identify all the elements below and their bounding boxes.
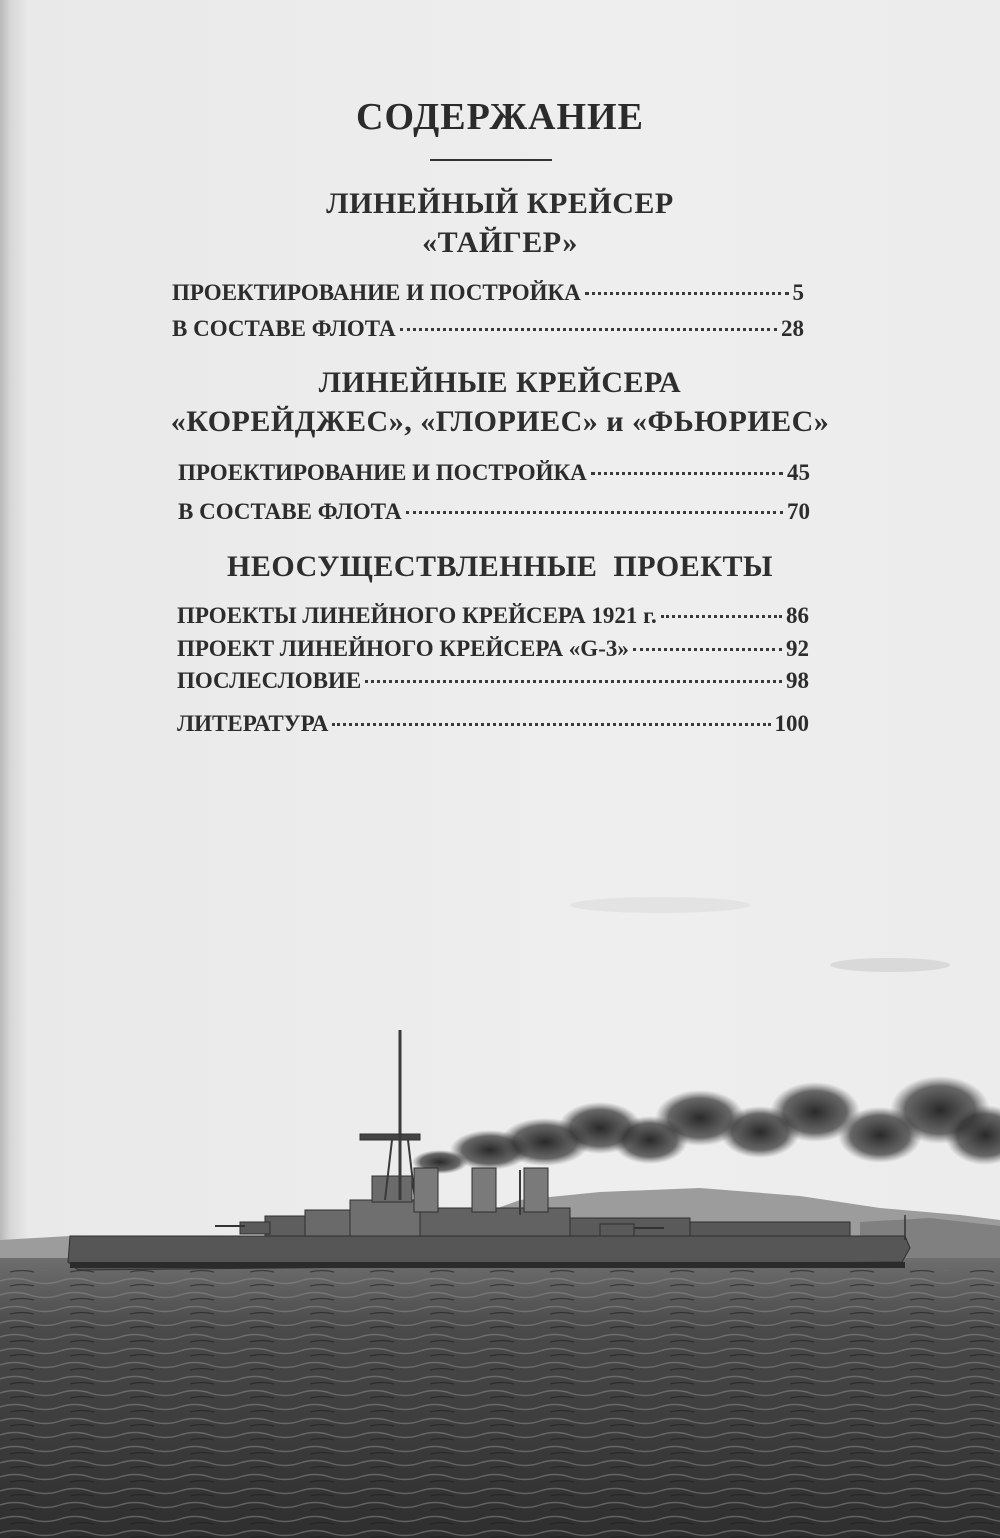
leader-dots xyxy=(365,680,782,683)
sea-waves xyxy=(0,1270,1000,1538)
toc-entry-page: 28 xyxy=(781,316,804,341)
toc-entry[interactable] xyxy=(172,316,804,342)
section1-heading-line2: «ТАЙГЕР» xyxy=(422,226,578,259)
toc-entry-page: 92 xyxy=(786,636,809,661)
leader-dots xyxy=(585,292,789,295)
toc-entry-page: 45 xyxy=(787,460,810,485)
leader-dots xyxy=(633,648,782,651)
toc-entry[interactable] xyxy=(177,711,809,737)
cloud xyxy=(570,897,750,913)
toc-entry-label: ПРОЕКТИРОВАНИЕ И ПОСТРОЙКА xyxy=(172,280,581,305)
toc-entry-label: ПОСЛЕСЛОВИЕ xyxy=(177,668,362,693)
cloud xyxy=(830,958,950,972)
toc-entry-label: В СОСТАВЕ ФЛОТА xyxy=(178,499,402,524)
toc-entry-page: 100 xyxy=(774,711,809,736)
title-rule xyxy=(430,159,552,161)
toc-entry[interactable] xyxy=(177,603,809,629)
toc-entry[interactable] xyxy=(177,668,809,694)
toc-entry-label: ЛИТЕРАТУРА xyxy=(177,711,329,736)
toc-title: СОДЕРЖАНИЕ xyxy=(356,96,644,138)
smoke-plume xyxy=(412,1076,1000,1174)
toc-entry-label: ПРОЕКТЫ ЛИНЕЙНОГО КРЕЙСЕРА 1921 г. xyxy=(177,603,657,628)
toc-entry-label: В СОСТАВЕ ФЛОТА xyxy=(172,316,396,341)
toc-entry[interactable] xyxy=(178,499,810,525)
section1-heading-line1: ЛИНЕЙНЫЙ КРЕЙСЕР xyxy=(326,187,674,220)
section2-heading-line1: ЛИНЕЙНЫЕ КРЕЙСЕРА xyxy=(318,366,682,399)
leader-dots xyxy=(400,328,777,331)
toc-entry-label: ПРОЕКТ ЛИНЕЙНОГО КРЕЙСЕРА «G-3» xyxy=(177,636,629,661)
toc-entry-label: ПРОЕКТИРОВАНИЕ И ПОСТРОЙКА xyxy=(178,460,587,485)
toc-entry[interactable] xyxy=(177,636,809,662)
section2-heading-line2: «КОРЕЙДЖЕС», «ГЛОРИЕС» и «ФЬЮРИЕС» xyxy=(170,405,830,438)
toc-entry-page: 98 xyxy=(786,668,809,693)
leader-dots xyxy=(661,615,782,618)
toc-entry-page: 70 xyxy=(787,499,810,524)
toc-entry[interactable] xyxy=(172,280,804,306)
leader-dots xyxy=(591,472,783,475)
toc-entry[interactable] xyxy=(178,460,810,486)
toc-entry-page: 86 xyxy=(786,603,809,628)
section3-heading: НЕОСУЩЕСТВЛЕННЫЕ ПРОЕКТЫ xyxy=(227,550,773,583)
toc-entry-page: 5 xyxy=(792,280,804,305)
leader-dots xyxy=(406,511,783,514)
leader-dots xyxy=(332,723,770,726)
